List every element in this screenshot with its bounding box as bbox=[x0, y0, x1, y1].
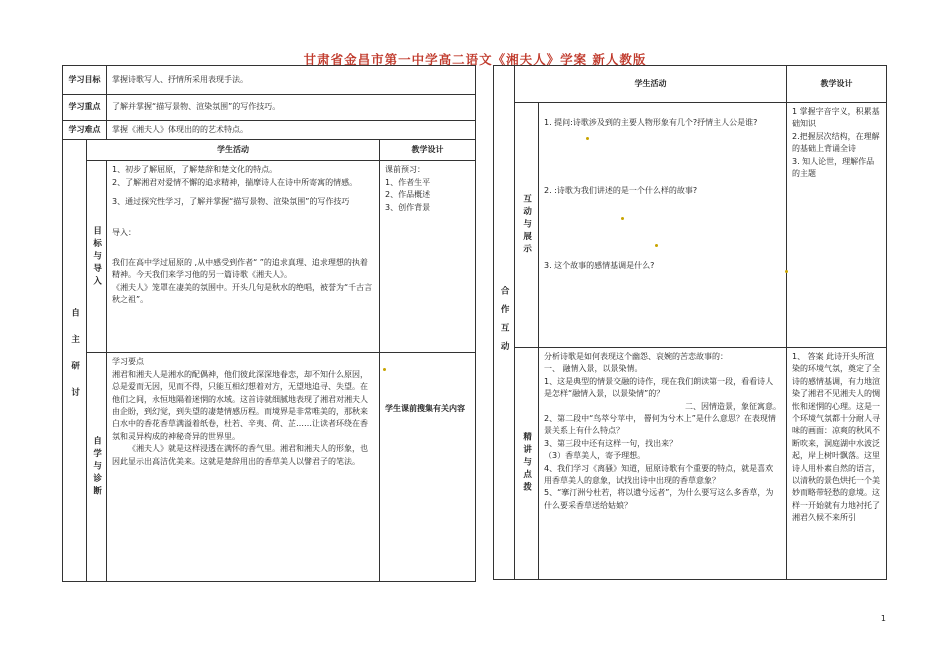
goals-cell bbox=[107, 161, 380, 353]
interact-design-cell bbox=[787, 103, 887, 348]
interact-design-item: 2.把握层次结构，在理解的基础上背诵全诗 bbox=[792, 131, 880, 154]
right-student-activity-header: 学生活动 bbox=[515, 66, 787, 103]
preview-item: 1、作者生平 bbox=[385, 177, 431, 187]
goal-item: 1、初步了解屈原，了解楚辞和楚文化的特点。 bbox=[112, 165, 278, 175]
study-design-text: 学生课前搜集有关内容 bbox=[385, 404, 465, 414]
explain-design-text: 1、 答案 此诗开头所渲染的环境气氛，奠定了全诗的感情基调，有力地渲染了湘君不见湘夫人的惆怅和迷惘的心理。这是一个环境气氛都十分耐人寻味的画面：凉爽的秋风不断吹来，洞庭湖中水波泛起，岸上树叶飘落。这里诗人用朴素自然的语言，以清秋的景色烘托一个美妙而略带轻愁的意境。这样一开始就有力地衬托了湘君久候不来所引 bbox=[792, 352, 880, 523]
decorative-dot bbox=[586, 137, 589, 140]
explain-paragraph: 5、“搴汀洲兮杜若，将以遗兮远者”，为什么要写这么多香草，为什么要采香草送给姑娘？ bbox=[544, 488, 774, 510]
decorative-dot bbox=[655, 244, 658, 247]
question-item: 2. :诗歌为我们讲述的是一个什么样的故事? bbox=[544, 186, 698, 196]
study-diag-label bbox=[87, 353, 107, 582]
intro-paragraph: 我们在高中学过屈原的 ,从中感受到作者“ ”的追求真理、追求理想的执着精神。今天我们来学习他的另一篇诗歌《湘夫人》。 bbox=[112, 257, 368, 280]
self-study-text: 自主研讨 bbox=[69, 307, 80, 414]
interact-design-item: 1 掌握字音字义，积累基础知识 bbox=[792, 107, 880, 129]
explain-design-cell bbox=[787, 348, 887, 580]
interact-label bbox=[515, 103, 539, 348]
explain-label bbox=[515, 348, 539, 580]
goal-item: 2、了解湘君对爱情不懈的追求精神，揣摩诗人在诗中所寄寓的情感。 bbox=[112, 177, 358, 187]
explain-paragraph: 二、因情造景，象征寓意。 bbox=[685, 401, 781, 411]
explain-paragraph: （3）香草美人，寄予理想。 bbox=[544, 451, 646, 461]
left-table bbox=[62, 65, 476, 582]
study-cell bbox=[107, 353, 380, 582]
right-teaching-design-header: 教学设计 bbox=[787, 66, 887, 103]
explain-cell bbox=[539, 348, 787, 580]
decorative-dot bbox=[785, 270, 788, 273]
goal-intro-label bbox=[87, 161, 107, 353]
interact-text: 互动与展示 bbox=[521, 193, 532, 257]
explain-paragraph: 分析诗歌是如何表现这个幽怨、哀婉的苦恋故事的： bbox=[544, 352, 728, 361]
key-text: 了解并掌握“描写景物、渲染氛围”的写作技巧。 bbox=[107, 95, 476, 121]
goal-label: 学习目标 bbox=[63, 66, 107, 95]
goal-intro-text: 目标与导入 bbox=[91, 225, 102, 289]
decorative-dot bbox=[383, 368, 386, 371]
decorative-dot bbox=[621, 217, 624, 220]
question-item: 3. 这个故事的感情基调是什么? bbox=[544, 260, 655, 270]
preview-cell bbox=[380, 161, 476, 353]
right-table bbox=[493, 65, 887, 580]
explain-paragraph: 4、我们学习《离骚》知道，屈原诗歌有个重要的特点，就是喜欢用香草美人的意象，试找出诗中出现的香草意象？ bbox=[544, 463, 774, 485]
page-number: 1 bbox=[880, 614, 886, 623]
preview-item: 课前预习： bbox=[385, 165, 425, 175]
study-paragraph: 《湘夫人》就是这样浸透在满怀的香气里。湘君和湘夫人的形象，也因此显示出高洁优美来。这就是楚辞用出的香草美人以譬君子的笔法。 bbox=[112, 444, 368, 466]
explain-paragraph: 2、第二段中“鸟萃兮苹中， 罾何为兮木上”是什么意思？在表现情景关系上有什么特点？ bbox=[544, 413, 776, 436]
intro-paragraph: 《湘夫人》笼罩在凄美的氛围中。开头几句是秋水的绝唱，被誉为“千古言秋之祖”。 bbox=[112, 282, 373, 305]
goal-item: 3、通过探究性学习，了解并掌握“描写景物、渲染氛围”的写作技巧 bbox=[112, 197, 350, 207]
cooperate-text: 合作互动 bbox=[499, 285, 510, 360]
goal-text: 掌握诗歌写人、抒情所采用表现手法。 bbox=[107, 66, 476, 95]
preview-item: 3、创作背景 bbox=[385, 202, 431, 212]
study-title: 学习要点 bbox=[112, 357, 144, 367]
preview-item: 2、作品概述 bbox=[385, 190, 431, 200]
explain-paragraph: 1、这是典型的情景交融的诗作，现在我们朗读第一段，看看诗人是怎样“融情入景，以景染情”的？ bbox=[544, 376, 774, 399]
hard-label: 学习难点 bbox=[63, 121, 107, 140]
study-diag-text: 自学与诊断 bbox=[91, 436, 102, 499]
left-student-activity-header: 学生活动 bbox=[87, 140, 380, 161]
questions-cell bbox=[539, 103, 787, 348]
study-design-cell bbox=[380, 353, 476, 582]
interact-design-item: 3. 知人论世，理解作品的主题 bbox=[792, 156, 875, 178]
left-teaching-design-header: 教学设计 bbox=[380, 140, 476, 161]
key-label: 学习重点 bbox=[63, 95, 107, 121]
hard-text: 掌握《湘夫人》体现出的的艺术特点。 bbox=[107, 121, 476, 140]
intro-label: 导入： bbox=[112, 227, 136, 237]
cooperate-label bbox=[494, 66, 515, 580]
study-paragraph: 湘君和湘夫人是湘水的配偶神，他们彼此深深地眷恋，却不知什么原因，总是爱而无因，见而不得，只能互相幻想着对方，无望地追寻、失望。在他们之间，永恒地隔着迷惘的水域。这首诗就细腻地表现了湘君对湘夫人由企盼，到幻觉，到失望的凄楚情感历程。而境界是非常唯美的，那秋来白水中的香花香草满溢着纸卷，杜若、辛夷、荷、芷……让读者环绕在香氛和灵异构成的神秘奇异的世界里。 bbox=[112, 369, 368, 441]
self-study-label bbox=[63, 140, 87, 582]
document-title: 甘肃省金昌市第一中学高二语文《湘夫人》学案 新人教版 bbox=[303, 52, 647, 67]
explain-text: 精讲与点拨 bbox=[521, 432, 532, 495]
explain-paragraph: 一、 融情入景，以景染情。 bbox=[544, 364, 643, 374]
question-item: 1. 提问:诗歌涉及到的主要人物形象有几个?抒情主人公是谁? bbox=[544, 118, 758, 127]
explain-paragraph: 3、第三段中还有这样一句，找出来？ bbox=[544, 438, 678, 448]
